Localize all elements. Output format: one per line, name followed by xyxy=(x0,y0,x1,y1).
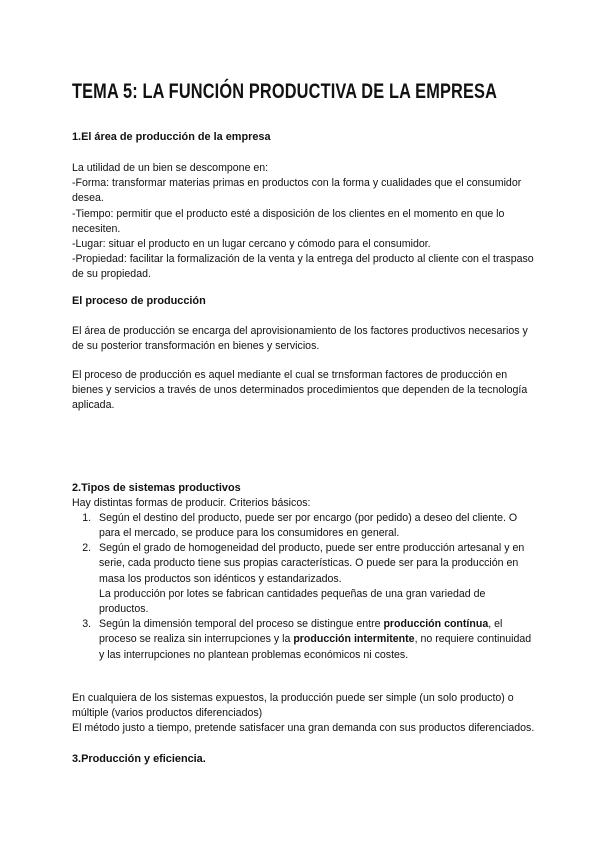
section1-forma: -Forma: transformar materias primas en productos con la forma y cualidades que el consumidor desea. xyxy=(72,177,522,205)
criteria-list xyxy=(72,511,537,663)
list-item: 3. Según la dimensión temporal del proceso se distingue entre producción contínua, el proceso se realiza sin interrupciones y la producción intermitente, no requiere continuidad y las interrupciones no plantean problemas económicos ni costes. xyxy=(94,617,537,663)
section2-heading: 2.Tipos de sistemas productivos xyxy=(72,481,241,494)
bold-term-intermitente: producción intermitente xyxy=(293,633,415,646)
list-item-subparagraph: La producción por lotes se fabrican cantidades pequeñas de una gran variedad de productos. xyxy=(99,587,486,616)
proceso-paragraph-1: El área de producción se encarga del aprovisionamiento de los factores productivos necesarios y de su posterior transformación en bienes y servicios. xyxy=(72,324,528,352)
section1-tiempo: -Tiempo: permitir que el producto esté a disposición de los clientes en el momento en que lo necesiten. xyxy=(72,207,505,235)
section1-heading: 1.El área de producción de la empresa xyxy=(72,131,271,143)
list-item: 1. Según el destino del producto, puede ser por encargo (por pedido) a deseo del cliente. O para el mercado, se produce para los consumidores en general. xyxy=(94,511,537,541)
section2-intro: Hay distintas formas de producir. Criterios básicos: xyxy=(72,496,311,509)
proceso-heading: El proceso de producción xyxy=(72,294,206,307)
section3-heading: 3.Producción y eficiencia. xyxy=(72,753,206,766)
closing-paragraph-2: El método justo a tiempo, pretende satisfacer una gran demanda con sus productos diferenciados. xyxy=(72,722,535,735)
section1-propiedad: -Propiedad: facilitar la formalización de la venta y la entrega del producto al cliente con el traspaso de su propiedad. xyxy=(72,253,534,281)
document-title: TEMA 5: LA FUNCIÓN PRODUCTIVA DE LA EMPRESA xyxy=(72,79,498,103)
section1-lugar: -Lugar: situar el producto en un lugar cercano y cómodo para el consumidor. xyxy=(72,238,431,251)
closing-paragraph-1: En cualquiera de los sistemas expuestos, la producción puede ser simple (un solo producto) o múltiple (varios productos diferenciados) xyxy=(72,691,514,720)
bold-term-continua: producción contínua xyxy=(383,618,489,631)
proceso-paragraph-2: El proceso de producción es aquel mediante el cual se trnsforman factores de producción en bienes y servicios a través de unos determinados procedimientos que dependen de la tecnología aplicada. xyxy=(72,369,528,412)
document-page xyxy=(72,74,537,767)
list-item: 2. Según el grado de homogeneidad del producto, puede ser entre producción artesanal y en serie, cada producto tiene sus propias características. O puede ser para la producción en masa los productos son idénticos y estandarizados. La producción por lotes se fabrican cantidades pequeñas de una gran variedad de productos. xyxy=(94,541,537,617)
section1-intro: La utilidad de un bien se descompone en: xyxy=(72,162,269,174)
